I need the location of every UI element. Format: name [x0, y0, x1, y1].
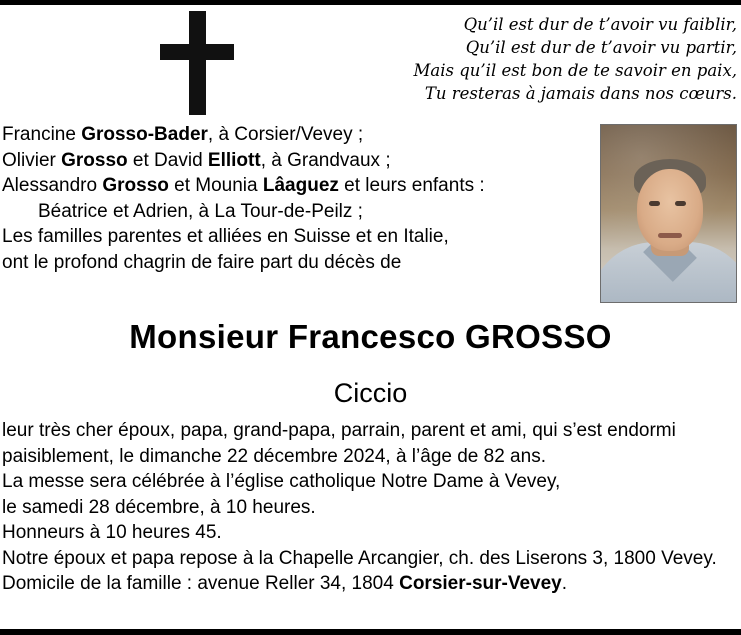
- plain-text: leur très cher époux, papa, grand-papa, parrain, parent et ami, qui s’est endormi: [2, 420, 676, 441]
- portrait-mouth: [658, 233, 682, 238]
- plain-text: paisiblement, le dimanche 22 décembre 2024, à l’âge de 82 ans.: [2, 445, 546, 467]
- plain-text: et David: [127, 149, 208, 171]
- plain-text: , à Grandvaux ;: [260, 149, 391, 171]
- portrait-photo: [600, 124, 737, 303]
- family-line: [2, 224, 602, 250]
- plain-text: le samedi 28 décembre, à 10 heures.: [2, 496, 316, 518]
- notice-header: [0, 5, 741, 115]
- portrait-face: [637, 169, 703, 251]
- emphasis-text: Grosso: [61, 149, 128, 171]
- plain-text: .: [561, 573, 568, 594]
- body-line: [2, 444, 741, 470]
- plain-text: ont le profond chagrin de faire part du décès de: [2, 251, 402, 273]
- body-line: [2, 495, 741, 521]
- family-line: [2, 122, 602, 148]
- family-line: [2, 199, 602, 225]
- emphasis-text: Corsier-sur-Vevey: [399, 573, 562, 594]
- emphasis-text: Elliott: [207, 149, 261, 171]
- verse-text: [267, 13, 737, 105]
- plain-text: Domicile de la famille : avenue Reller 34, 1804: [2, 573, 400, 594]
- plain-text: et Mounia: [168, 175, 263, 196]
- plain-text: et leurs enfants :: [338, 175, 485, 196]
- bottom-rule: [0, 629, 741, 635]
- plain-text: Alessandro: [2, 175, 103, 196]
- verse-line: Tu resteras à jamais dans nos cœurs.: [424, 84, 737, 103]
- plain-text: Les familles parentes et alliées en Suisse et en Italie,: [2, 226, 449, 247]
- plain-text: Olivier: [2, 149, 62, 171]
- family-line: [2, 250, 602, 276]
- cross-vertical-bar: [189, 11, 206, 115]
- body-line: [2, 571, 741, 597]
- emphasis-text: Lâaguez: [262, 175, 339, 196]
- notice-body: [2, 418, 741, 597]
- verse-line: Qu’il est dur de t’avoir vu faiblir,: [463, 15, 737, 34]
- emphasis-text: Grosso-Bader: [81, 124, 208, 145]
- portrait-left-eye: [649, 201, 660, 206]
- body-line: [2, 418, 741, 444]
- plain-text: , à Corsier/Vevey ;: [207, 124, 364, 145]
- family-line: [2, 173, 602, 199]
- plain-text: La messe sera célébrée à l’église catholique Notre Dame à Vevey,: [2, 471, 561, 492]
- verse-line: Qu’il est dur de t’avoir vu partir,: [465, 38, 737, 57]
- deceased-name: Monsieur Francesco GROSSO: [129, 318, 612, 355]
- plain-text: Honneurs à 10 heures 45.: [2, 522, 222, 543]
- family-line: [2, 148, 602, 174]
- plain-text: Béatrice et Adrien, à La Tour-de-Peilz ;: [38, 200, 363, 222]
- cross-horizontal-bar: [160, 44, 234, 60]
- deceased-nickname: Ciccio: [333, 378, 408, 408]
- body-line: [2, 546, 741, 572]
- family-list: [2, 122, 602, 275]
- emphasis-text: Grosso: [102, 175, 169, 196]
- plain-text: Francine: [2, 124, 82, 145]
- body-line: [2, 469, 741, 495]
- portrait-right-eye: [675, 201, 686, 206]
- cross-icon: [160, 11, 234, 115]
- verse-line: Mais qu’il est bon de te savoir en paix,: [413, 61, 737, 80]
- plain-text: Notre époux et papa repose à la Chapelle Arcangier, ch. des Liserons 3, 1800 Vevey.: [2, 547, 717, 569]
- body-line: [2, 520, 741, 546]
